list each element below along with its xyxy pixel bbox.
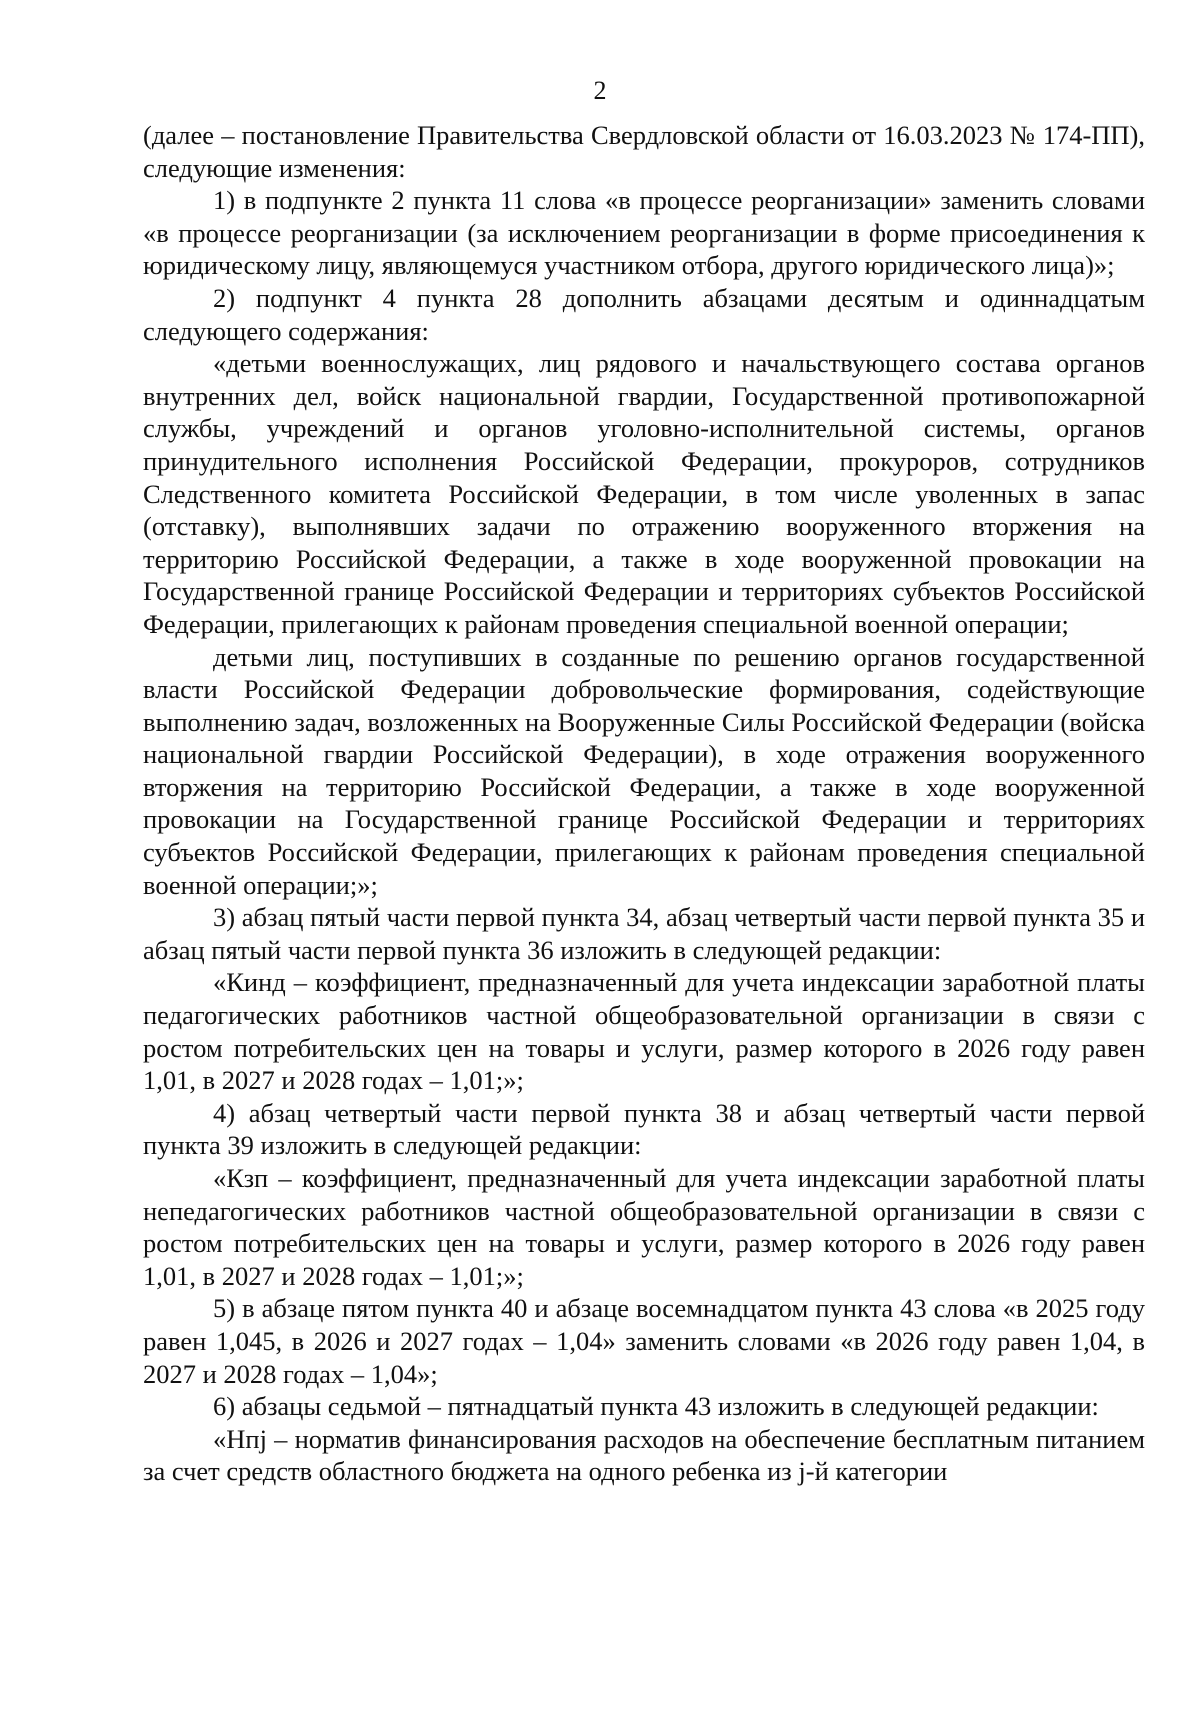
paragraph-item-1: 1) в подпункте 2 пункта 11 слова «в процессе реорганизации» заменить словами «в процессе реорганизации (за исключением реорганизации в форме присоединения к юридическому лицу, являющемуся участником отбора, другого юридического лица)»; [143,185,1145,281]
paragraph-item-2-quote-1: «детьми военнослужащих, лиц рядового и начальствующего состава органов внутренних дел, войск национальной гвардии, Государственной противопожарной службы, учреждений и органов уголовно-исполнительной системы, органов принудительного исполнения Российской Федерации, прокуроров, сотрудников Следственного комитета Российской Федерации, в том числе уволенных в запас (отставку), выполнявших задачи по отражению вооруженного вторжения на территорию Российской Федерации, а также в ходе вооруженной провокации на Государственной границе Российской Федерации и территориях субъектов Российской Федерации, прилегающих к районам проведения специальной военной операции; [143,348,1145,639]
paragraph-item-2: 2) подпункт 4 пункта 28 дополнить абзацами десятым и одиннадцатым следующего содержания: [143,282,1145,346]
paragraph-item-4-quote: «Кзп – коэффициент, предназначенный для учета индексации заработной платы непедагогических работников частной общеобразовательной организации в связи с ростом потребительских цен на товары и услуги, размер которого в 2026 году равен 1,01, в 2027 и 2028 годах – 1,01;»; [143,1163,1145,1291]
paragraph-item-6: 6) абзацы седьмой – пятнадцатый пункта 43 изложить в следующей редакции: [213,1391,1099,1422]
paragraph-item-3-quote: «Кинд – коэффициент, предназначенный для учета индексации заработной платы педагогических работников частной общеобразовательной организации в связи с ростом потребительских цен на товары и услуги, размер которого в 2026 году равен 1,01, в 2027 и 2028 годах – 1,01;»; [143,967,1145,1096]
paragraph-item-2-quote-2: детьми лиц, поступивших в созданные по решению органов государственной власти Российской Федерации добровольческие формирования, содействующие выполнению задач, возложенных на Вооруженные Силы Российской Федерации (войска национальной гвардии Российской Федерации), в ходе отражения вооруженного вторжения на территорию Российской Федерации, а также в ходе вооруженной провокации на Государственной границе Российской Федерации и территориях субъектов Российской Федерации, прилегающих к районам проведения специальной военной операции;»; [143,641,1145,900]
paragraph-item-5: 5) в абзаце пятом пункта 40 и абзаце восемнадцатом пункта 43 слова «в 2025 году равен 1,045, в 2026 и 2027 годах – 1,04» заменить словами «в 2026 году равен 1,04, в 2027 и 2028 годах – 1,04»; [143,1293,1145,1389]
paragraph-item-4: 4) абзац четвертый части первой пункта 38 и абзац четвертый части первой пункта 39 изложить в следующей редакции: [143,1097,1145,1161]
document-body [143,119,1145,1488]
paragraph-item-3: 3) абзац пятый части первой пункта 34, абзац четвертый части первой пункта 35 и абзац пятый части первой пункта 36 изложить в следующей редакции: [143,902,1145,965]
paragraph-item-6-quote: «Нпj – норматив финансирования расходов на обеспечение бесплатным питанием за счет средств областного бюджета на одного ребенка из j-й категории [143,1423,1145,1487]
page-number: 2 [593,76,607,105]
paragraph-intro: (далее – постановление Правительства Свердловской области от 16.03.2023 № 174-ПП), следующие изменения: [143,120,1145,183]
